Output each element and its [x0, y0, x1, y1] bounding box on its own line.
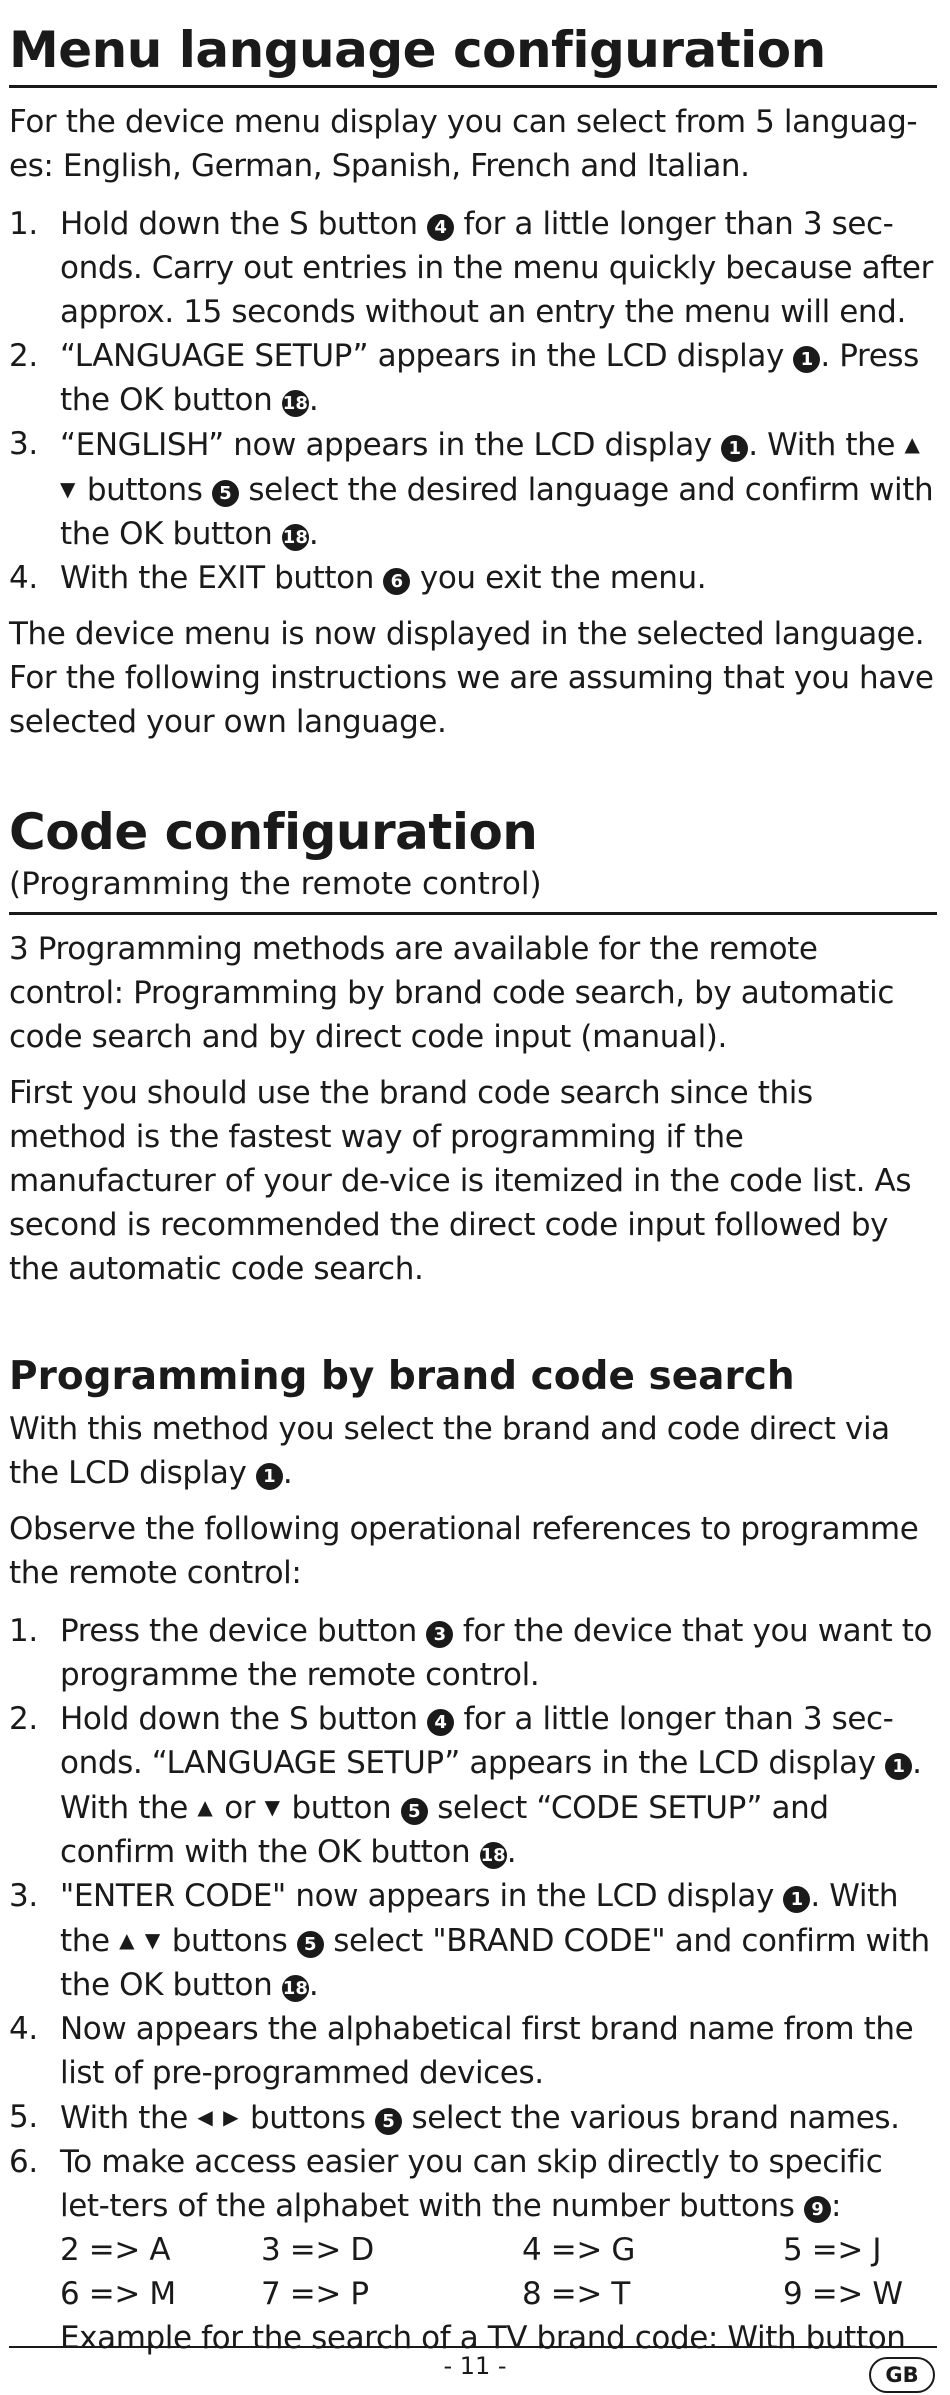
- list-item: 2. “LANGUAGE SETUP” appears in the LCD display 1 . Press the OK button 18.: [9, 334, 937, 422]
- list-item: 1. Hold down the S button 4 for a little longer than 3 sec-onds. Carry out entries in the menu quickly because after approx. 15 seconds without an entry the menu will end.: [9, 202, 937, 334]
- button-ref-badge: 18: [282, 390, 309, 417]
- language-badge: GB: [869, 2357, 935, 2393]
- button-ref-badge: 4: [427, 1709, 454, 1736]
- code-configuration-heading: Code configuration: [9, 803, 538, 861]
- button-ref-badge: 5: [401, 1798, 428, 1825]
- menu-language-heading: Menu language configuration: [9, 18, 937, 88]
- list-item: 4. With the EXIT button 6 you exit the menu.: [9, 556, 937, 600]
- alphabet-mapping: 2 => A: [60, 2232, 171, 2268]
- step-number: 4.: [9, 560, 38, 596]
- button-ref-badge: 1: [793, 346, 820, 373]
- alphabet-mapping: 6 => M: [60, 2276, 176, 2312]
- left-right-arrows-icon: ◀ ▶: [197, 2105, 241, 2129]
- alphabet-mapping: 3 => D: [261, 2232, 374, 2268]
- menu-language-steps: [9, 202, 937, 600]
- list-item: 4. Now appears the alphabetical first brand name from the list of pre-programmed devices.: [9, 2007, 937, 2095]
- button-ref-badge: 5: [375, 2108, 402, 2135]
- alphabet-mapping: 9 => W: [783, 2276, 903, 2312]
- button-ref-badge: 6: [383, 568, 410, 595]
- button-ref-badge: 4: [427, 214, 454, 241]
- list-item: 1. Press the device button 3 for the device that you want to programme the remote control.: [9, 1609, 937, 1697]
- step-number: 5.: [9, 2099, 38, 2135]
- button-ref-badge: 1: [256, 1463, 283, 1490]
- menu-language-outro: The device menu is now displayed in the selected language. For the following instructions we are assuming that you have selected your own language.: [9, 616, 934, 740]
- button-ref-badge: 18: [282, 1975, 309, 2002]
- code-configuration-para1: 3 Programming methods are available for the remote control: Programming by brand code search, by automatic code search and by direct code input (manual).: [9, 931, 894, 1055]
- button-ref-badge: 1: [721, 435, 748, 462]
- code-configuration-subtitle: (Programming the remote control): [9, 864, 937, 915]
- up-down-arrows-icon: ▲ ▼: [119, 1928, 163, 1952]
- step-number: 2.: [9, 1701, 38, 1737]
- alphabet-mapping: 7 => P: [261, 2276, 369, 2312]
- alphabet-mapping: 8 => T: [522, 2276, 630, 2312]
- step-number: 3.: [9, 1878, 38, 1914]
- menu-language-intro: For the device menu display you can select from 5 languag-es: English, German, Spanish, French and Italian.: [9, 104, 918, 184]
- manual-page: [9, 0, 937, 2360]
- brand-code-steps: [9, 1609, 937, 2360]
- brand-code-heading: Programming by brand code search: [9, 1354, 795, 1399]
- alphabet-skip-table: [60, 2228, 937, 2316]
- alphabet-mapping: 4 => G: [522, 2232, 636, 2268]
- step-number: 3.: [9, 426, 38, 462]
- list-item: 2. Hold down the S button 4 for a little longer than 3 sec-onds. “LANGUAGE SETUP” appears in the LCD display 1 . With the ▲ or ▼ button 5 select “CODE SETUP” and confirm with the OK button 18.: [9, 1697, 937, 1874]
- button-ref-badge: 9: [804, 2196, 831, 2223]
- list-item: 5. With the ◀ ▶ buttons 5 select the various brand names.: [9, 2095, 937, 2140]
- step-number: 6.: [9, 2144, 38, 2180]
- button-ref-badge: 18: [282, 524, 309, 551]
- alphabet-mapping: 5 => J: [783, 2232, 882, 2268]
- button-ref-badge: 1: [783, 1886, 810, 1913]
- up-arrow-icon: ▲: [197, 1795, 215, 1819]
- list-item: 3. “ENGLISH” now appears in the LCD display 1 . With the ▲ ▼ buttons 5 select the desired language and confirm with the OK button 18.: [9, 422, 937, 556]
- button-ref-badge: 5: [297, 1931, 324, 1958]
- step-number: 4.: [9, 2011, 38, 2047]
- button-ref-badge: 3: [426, 1621, 453, 1648]
- footer-divider: [9, 2346, 937, 2348]
- code-configuration-para2: First you should use the brand code search since this method is the fastest way of programming if the manufacturer of your de-vice is itemized in the code list. As second is recommended the direct code input followed by the automatic code search.: [9, 1075, 912, 1287]
- brand-code-para1: With this method you select the brand and code direct via the LCD display 1 .: [9, 1411, 890, 1491]
- down-arrow-icon: ▼: [264, 1795, 282, 1819]
- up-down-arrows-icon: ▲ ▼: [60, 432, 922, 501]
- list-item: 6. To make access easier you can skip directly to specific let-ters of the alphabet with the number buttons 9 : 2 => A 3 => D 4 => G 5 => J 6 => M 7 => P 8 => T 9 => W Example for the search of a TV brand code: With button: [9, 2140, 937, 2360]
- step-number: 1.: [9, 1613, 38, 1649]
- button-ref-badge: 18: [480, 1842, 507, 1869]
- page-number: - 11 -: [443, 2352, 507, 2380]
- button-ref-badge: 5: [212, 480, 239, 507]
- step-number: 1.: [9, 206, 38, 242]
- search-example-text: Example for the search of a TV brand code: With button: [60, 2320, 906, 2356]
- brand-code-para2: Observe the following operational references to programme the remote control:: [9, 1511, 919, 1591]
- list-item: 3. "ENTER CODE" now appears in the LCD display 1 . With the ▲ ▼ buttons 5 select "BRAND CODE" and confirm with the OK button 18.: [9, 1874, 937, 2007]
- button-ref-badge: 1: [885, 1753, 912, 1780]
- step-number: 2.: [9, 338, 38, 374]
